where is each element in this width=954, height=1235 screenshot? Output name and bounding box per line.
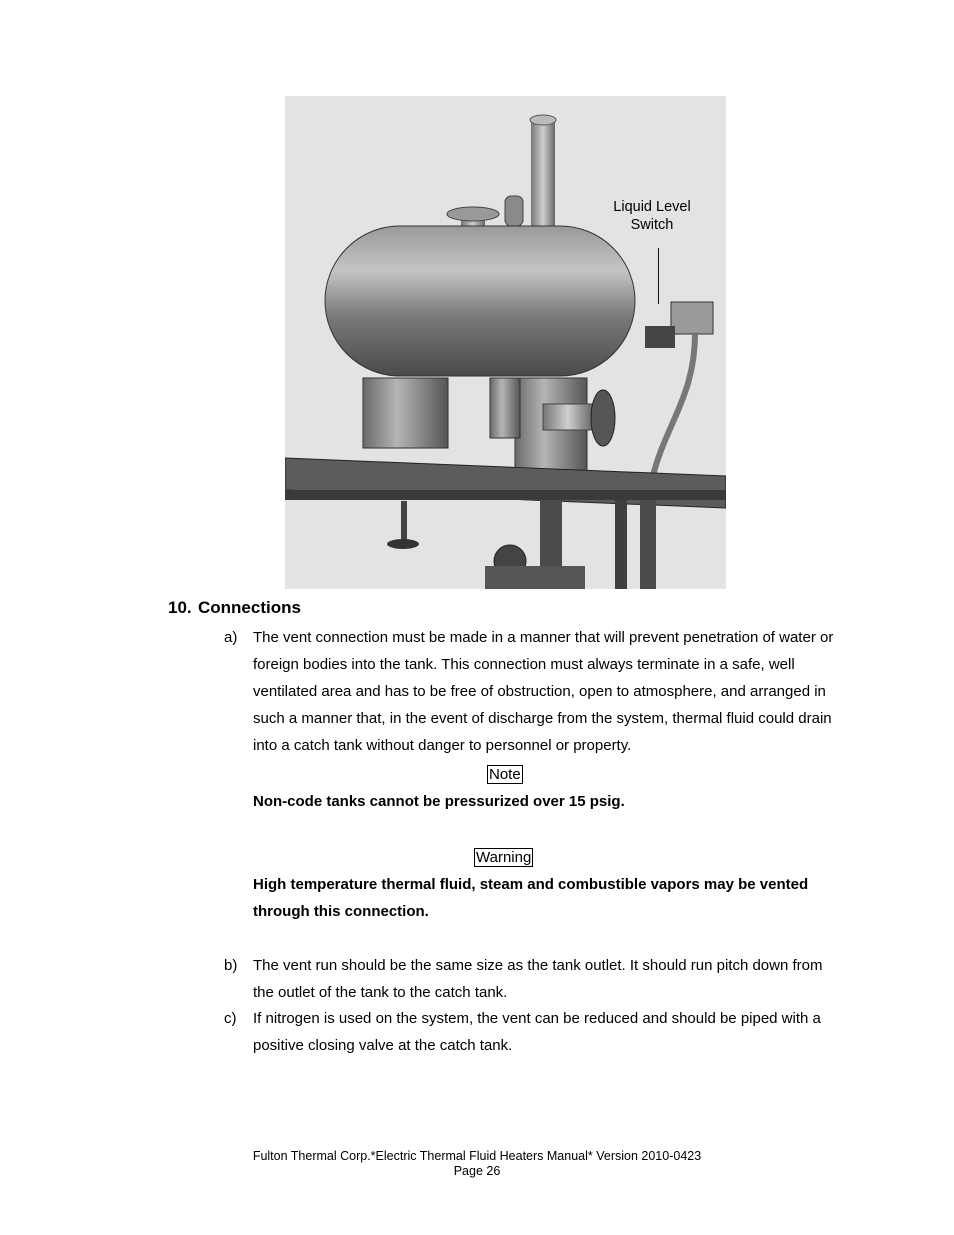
section-number: 10. [168,598,192,617]
footer-page-number: Page 26 [453,1164,501,1178]
text-line: positive closing valve at the catch tank. [253,1037,513,1054]
expansion-tank-photo [285,96,726,589]
note-label: Note [489,766,521,783]
note-text: Non-code tanks cannot be pressurized over 15 psig. [253,793,625,810]
callout-line-2: Switch [630,217,674,233]
list-marker: a) [224,629,238,646]
text-line: into a catch tank without danger to personnel or property. [253,737,632,754]
footer-manual-title: Fulton Thermal Corp.*Electric Thermal Fluid Heaters Manual* Version 2010-0423 [252,1149,702,1163]
section-title: Connections [198,598,301,617]
text-line: such a manner that, in the event of discharge from the system, thermal fluid could drain [253,710,832,727]
text-line: The vent run should be the same size as the tank outlet. It should run pitch down from [253,957,823,974]
text-line: foreign bodies into the tank. This connection must always terminate in a safe, well [253,656,795,673]
text-line: The vent connection must be made in a manner that will prevent penetration of water or [253,629,834,646]
warning-line: High temperature thermal fluid, steam and combustible vapors may be vented [253,876,809,893]
list-item-text [253,952,863,1006]
text-line: ventilated area and has to be free of obstruction, open to atmosphere, and arranged in [253,683,826,700]
callout-leader-line [658,248,659,304]
section-heading [168,598,301,618]
list-item-text [253,1005,863,1059]
warning-line: through this connection. [253,903,429,920]
liquid-level-switch-callout [603,198,701,234]
list-item-text [253,624,863,759]
callout-line-1: Liquid Level [613,199,691,215]
text-line: If nitrogen is used on the system, the vent can be reduced and should be piped with a [253,1010,821,1027]
warning-text [253,871,853,925]
list-marker: b) [224,957,238,974]
list-marker: c) [224,1010,237,1027]
warning-label: Warning [476,849,532,866]
text-line: the outlet of the tank to the catch tank. [253,984,508,1001]
expansion-tank-illustration [285,96,726,589]
page-footer [0,1149,954,1179]
